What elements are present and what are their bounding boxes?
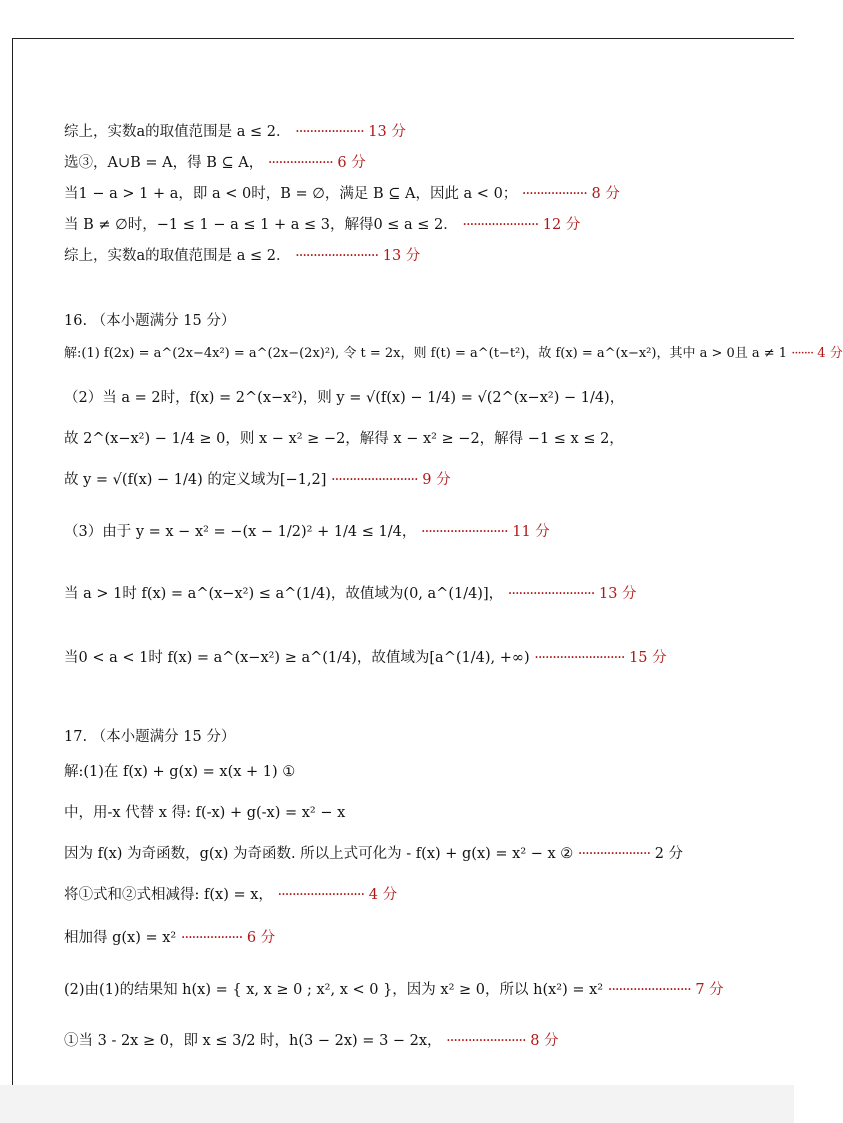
line-text: (2)由(1)的结果知 h(x) = { x, x ≥ 0 ; x², x < 0 }，因为 x² ≥ 0，所以 h(x²) = x²: [64, 982, 604, 998]
question-17-title: 17. （本小题满分 15 分）: [64, 729, 236, 745]
text-line: [64, 648, 667, 668]
line-text: （3）由于 y = x − x² = −(x − 1/2)² + 1/4 ≤ 1/4，: [64, 524, 417, 540]
text-line: （2）当 a = 2时，f(x) = 2^(x−x²)，则 y = √(f(x) − 1/4) = √(2^(x−x²) − 1/4)，: [64, 390, 625, 406]
text-line: [64, 470, 451, 490]
line-text: 当 B ≠ ∅时，−1 ≤ 1 − a ≤ 1 + a ≤ 3，解得0 ≤ a ≤ 2．: [64, 217, 458, 233]
line-text: ①当 3 - 2x ≥ 0，即 x ≤ 3/2 时，h(3 − 2x) = 3 − 2x，: [64, 1033, 442, 1049]
line-text: 选③，A∪B = A，得 B ⊆ A，: [64, 155, 264, 171]
line-text: 当 a > 1时 f(x) = a^(x−x²) ≤ a^(1/4)，故值域为(0, a^(1/4)]，: [64, 586, 504, 602]
question-16-title: 16. （本小题满分 15 分）: [64, 313, 236, 329]
line-text: 当0 < a < 1时 f(x) = a^(x−x²) ≥ a^(1/4)，故值域为[a^(1/4), +∞): [64, 650, 530, 666]
score-label: 7 分: [695, 982, 724, 998]
text-line: [64, 246, 420, 266]
score-label: 13 分: [368, 124, 406, 140]
text-line: [64, 584, 637, 604]
text-line: [64, 980, 724, 1000]
text-line: 解:(1)在 f(x) + g(x) = x(x + 1) ①: [64, 764, 296, 780]
score-label: 15 分: [629, 650, 667, 666]
text-line: [64, 184, 620, 204]
dot-leader: ·······················: [607, 982, 691, 998]
line-text: 因为 f(x) 为奇函数，g(x) 为奇函数. 所以上式可化为 - f(x) + g(x) = x² − x ②: [64, 846, 574, 862]
score-label: 8 分: [591, 186, 620, 202]
score-label: 6 分: [337, 155, 366, 171]
text-line: [64, 215, 580, 235]
dot-leader: ························: [277, 887, 365, 903]
text-line: 故 2^(x−x²) − 1/4 ≥ 0，则 x − x² ≥ −2，解得 x − x² ≥ −2，解得 −1 ≤ x ≤ 2，: [64, 431, 624, 447]
dot-leader: ··················: [267, 155, 333, 171]
text-line: [64, 153, 366, 173]
score-label: 11 分: [512, 524, 550, 540]
text-line: [64, 122, 406, 142]
line-text: 当1 − a > 1 + a，即 a < 0时，B = ∅，满足 B ⊆ A，因此 a < 0；: [64, 186, 518, 202]
line-text: 综上，实数a的取值范围是 a ≤ 2．: [64, 248, 291, 264]
dot-leader: ····················: [577, 846, 651, 862]
text-line: [64, 885, 397, 905]
line-text: 将①式和②式相减得: f(x) = x，: [64, 887, 273, 903]
dot-leader: ·····················: [462, 217, 539, 233]
dot-leader: ···················: [295, 124, 364, 140]
dot-leader: ························: [331, 472, 418, 488]
dot-leader: ·················: [180, 930, 243, 946]
text-line: [64, 522, 550, 542]
line-text: 解:(1) f(2x) = a^(2x−4x²) = a^(2x−(2x)²), 令 t = 2x，则 f(t) = a^(t−t²)，故 f(x) = a^(x−x²)，其中 a > 0且 a ≠ 1: [64, 346, 788, 361]
score-label: 8 分: [530, 1033, 559, 1049]
score-label: 9 分: [422, 472, 451, 488]
line-text: 故 y = √(f(x) − 1/4) 的定义域为[−1,2]: [64, 472, 327, 488]
dot-leader: ·······: [791, 346, 814, 361]
dot-leader: ··················: [521, 186, 587, 202]
dot-leader: ························: [420, 524, 508, 540]
dot-leader: ······················: [446, 1033, 526, 1049]
score-label: 13 分: [382, 248, 421, 264]
dot-leader: ·························: [534, 650, 625, 666]
line-text: 相加得 g(x) = x²: [64, 930, 177, 946]
text-line: [64, 928, 275, 948]
score-label: 2 分: [654, 846, 684, 862]
score-label: 4 分: [368, 887, 398, 903]
score-label: 6 分: [246, 930, 276, 946]
text-line: [64, 1031, 559, 1051]
text-line: [64, 344, 843, 364]
score-label: 4 分: [817, 346, 843, 361]
text-line: 中，用-x 代替 x 得: f(-x) + g(-x) = x² − x: [64, 805, 346, 821]
score-label: 12 分: [542, 217, 581, 233]
line-text: 综上，实数a的取值范围是 a ≤ 2．: [64, 124, 291, 140]
dot-leader: ························: [507, 586, 595, 602]
score-label: 13 分: [598, 586, 637, 602]
dot-leader: ·······················: [295, 248, 379, 264]
page-bottom-margin: [0, 1085, 794, 1123]
text-line: [64, 844, 683, 864]
